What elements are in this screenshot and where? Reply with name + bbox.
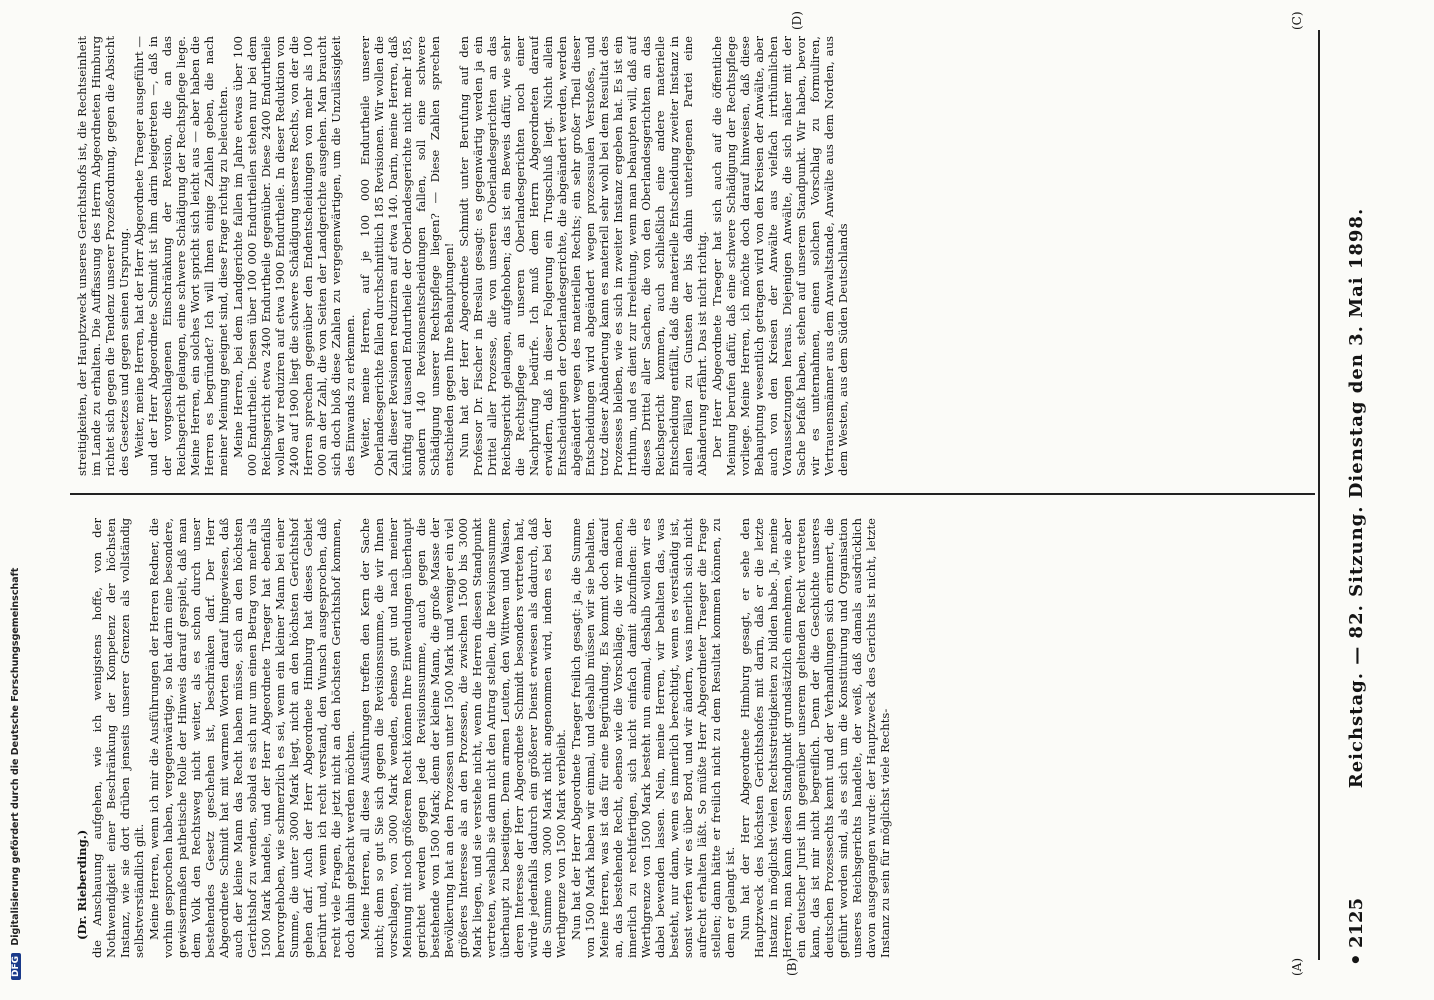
- paragraph: Weiter, meine Herren, hat der Herr Abgeordnete Traeger ausgeführt — und der Herr Abgeordnete Schmidt ist ihm darin beigetreten —, daß in der vorgeschlagenen Einschränkung der Revision, die an das Reichsgericht gelangen, eine schwere Schädigung der Rechtspflege liege. Meine Herren, ein solches Wort spricht sich leicht aus — aber haben die Herren es begründet? Ich will Ihnen einige Zahlen geben, die nach meiner Meinung geeignet sind, diese Frage richtig zu beleuchten.: [132, 36, 230, 476]
- paragraph: Nun hat der Herr Abgeordnete Schmidt unter Berufung auf den Professor Dr. Fischer in Breslau gesagt: es gegenwärtig werden ja ein Drittel aller Prozesse, die von unseren Oberlandesgerichten an das Reichsgericht gelangen, aufgehoben; das ist ein Beweis dafür, wie sehr die Rechtspflege an unseren Oberlandesgerichten noch einer Nachprüfung bedürfe. Ich muß dem Herrn Abgeordneten darauf erwidern, daß in dieser Folgerung ein Trugschluß liegt. Nicht allein Entscheidungen der Oberlandesgerichte, die abgeändert werden, werden abgeändert wegen des materiellen Rechts; ein sehr großer Theil dieser Entscheidungen wird abgeändert wegen prozessualen Verstoßes, und trotz dieser Abänderung kann es materiell sehr wohl bei dem Resultat des Prozesses bleiben, wie es sich in zweiter Instanz ergeben hat. Es ist ein Irrthum, und es dient zur Irreleitung, wenn man behaupten will, daß auf dieses Drittel aller Sachen, die von den Oberlandesgerichten an das Reichsgericht kommen, auch schließlich eine andere materielle Entscheidung entfällt, daß die materielle Entscheidung zweiter Instanz in allen Fällen zu Gunsten der bis dahin unterlegenen Partei eine Abänderung erfährt. Das ist nicht richtig.: [457, 36, 709, 476]
- header-dot: •: [1344, 953, 1368, 966]
- paragraph: Nun hat der Herr Abgeordnete Himburg gesagt, er sehe den Hauptzweck des höchsten Gerichtshofes mit darin, daß er die letzte Instanz in möglichst vielen Rechtsstreitigkeiten zu bilden habe. Ja, meine Herren, man kann diesen Standpunkt grundsätzlich einnehmen, wie aber ein deutscher Jurist ihn gegenüber unserem geltenden Recht vertreten kann, das ist mir nicht begreiflich. Denn der die Geschichte unseres deutschen Prozessechts kennt und der Verhandlungen sich erinnert, die geführt worden sind, als es sich um die Konstituirung und Organisation unseres Reichsgerichts handelte, der weiß, daß damals ausdrücklich davon ausgegangen wurde: der Hauptzweck des Gerichts ist nicht, letzte Instanz zu sein für möglichst viele Rechts-: [738, 518, 892, 958]
- left-column: [75, 518, 1315, 958]
- right-column: [75, 36, 1315, 476]
- paragraph: streitigkeiten, der Hauptzweck unseres Gerichtshofs ist, die Rechtseinheit im Lande zu erhalten. Die Auffassung des Herrn Abgeordneten Himburg richtet sich gegen die Tendenz unserer Prozeßordnung, gegen die Absicht des Gesetzes und gegen seinen Ursprung.: [75, 36, 131, 476]
- paragraph: Meine Herren, bei dem Landgerichte fallen im Jahre etwas über 100 000 Endurtheile. Diesen über 100 000 Endurtheilen stehen nur bei dem Reichsgericht etwa 2400 Endurtheile gegenüber. Diese 2400 Endurtheile wollen wir reduziren auf etwa 1900 Endurtheile. In dieser Reduktion von 2400 auf 1900 liegt die schwere Schädigung unseres Rechts, von der die Herren sprechen gegenüber den Endentscheidungen von mehr als 100 000 an der Zahl, die von Seiten der Landgerichte ausgehen. Man braucht sich doch bloß diese Zahlen zu vergegenwärtigen, um die Unzulässigkeit des Einwands zu erkennen.: [231, 36, 357, 476]
- speaker-label: (Dr. Rieberding.): [75, 829, 89, 940]
- paragraph: Meine Herren, wenn ich mir die Ausführungen der Herren Redner, die vorhin gesprochen haben, vergegenwärtige, so hat darin eine besondere, gewissermaßen pathetische Rolle der Hinweis darauf gespielt, daß man dem Volk den Rechtsweg nicht weiter, als es schon durch unser bestehendes Gesetz geschehen ist, beschränken darf. Der Herr Abgeordnete Schmidt hat mit warmen Worten darauf hingewiesen, daß auch der kleine Mann das Recht haben müsse, sich an den höchsten Gerichtshof zu wenden, sobald es sich nur um einen Betrag von mehr als 1500 Mark handele, und der Herr Abgeordnete Traeger hat ebenfalls hervorgehoben, wie schmerzlich es sei, wenn ein kleiner Mann bei einer Summe, die unter 3000 Mark liegt, nicht an den höchsten Gerichtshof gehen darf. Auch der Herr Abgeordnete Himburg hat dieses Gebiet berührt und, wenn ich recht verstand, den Wunsch ausgesprochen, daß recht viele Fragen, die jetzt nicht an den höchsten Gerichtshof kommen, doch dahin gebracht werden möchten.: [147, 518, 357, 958]
- paragraph: Weiter, meine Herren, auf je 100 000 Endurtheile unserer Oberlandesgerichte fallen durchschnittlich 185 Revisionen. Wir wollen die Zahl dieser Revisionen reduziren auf etwa 140. Darin, meine Herren, daß künftig auf tausend Endurtheile der Oberlandesgerichte nicht mehr 185, sondern 140 Revisionsentscheidungen fallen, soll eine schwere Schädigung unserer Rechtspflege liegen? — Diese Zahlen sprechen entschieden gegen Ihre Behauptungen!: [358, 36, 456, 476]
- paragraph: die Anschauung aufgehen, wie ich wenigstens hoffe, von der Nothwendigkeit einer Beschränkung der Kompetenz der höchsten Instanz, wie sie dort drüben jenseits unserer Grenzen als vollständig selbstverständlich gilt.: [90, 518, 146, 958]
- dfg-logo: DFG: [11, 953, 21, 980]
- paragraph: Der Herr Abgeordnete Traeger hat sich auch auf die öffentliche Meinung berufen dafür, daß eine schwere Schädigung der Rechtspflege vorliege. Meine Herren, ich möchte doch darauf hinweisen, daß diese Behauptung wesentlich getragen wird von den Kreisen der Anwälte, aber auch von den Kreisen der Anwälte aus vielfach irrthümlichen Voraussetzungen heraus. Diejenigen Anwälte, die sich näher mit der Sache befaßt haben, stehen auf unserem Standpunkt. Wir haben, bevor wir es unternahmen, einen solchen Vorschlag zu formuliren, Vertrauensmänner aus dem Anwaltstande, Anwälte aus dem Norden, aus dem Westen, aus dem Süden Deutschlands: [710, 36, 850, 476]
- header-title: Reichstag. — 82. Sitzung. Dienstag den 3. Mai 1898.: [1346, 207, 1367, 789]
- paragraph: Nun hat der Herr Abgeordnete Traeger freilich gesagt: ja, die Summe von 1500 Mark haben wir einmal, und deshalb müssen wir sie behalten. Meine Herren, was ist das für eine Begründung. Es kommt doch darauf an, das bestehende Recht, ebenso wie die Vorschläge, die wir machen, innerlich zu rechtfertigen, sich nicht einfach damit abzufinden: die Werthgrenze von 1500 Mark besteht nun einmal, deshalb wollen wir es dabei bewenden lassen. Nein, meine Herren, wir behalten das, was besteht, nur dann, wenn es innerlich berechtigt, wenn es verständig ist, sonst werfen wir es über Bord, und wir ändern, was innerlich sich nicht aufrecht erhalten läßt. So müßte Herr Abgeordneter Traeger die Frage stellen; dann hätte er freilich nicht zu dem Resultat kommen können, zu dem er gelangt ist.: [569, 518, 737, 958]
- paragraph: Meine Herren, all diese Ausführungen treffen den Kern der Sache nicht; denn so gut Sie sich gegen die Revisionssumme, die wir Ihnen vorschlagen, von 3000 Mark wenden, ebenso gut und nach meiner Meinung mit noch größerem Recht können Ihre Einwendungen überhaupt gerichtet werden gegen jede Revisionssumme, auch gegen die bestehende von 1500 Mark; denn der kleine Mann, die große Masse der Bevölkerung hat an den Prozessen unter 1500 Mark und weniger ein viel größeres Interesse als an den Prozessen, die zwischen 1500 bis 3000 Mark liegen, und sie verstehe nicht, wenn die Herren diesen Standpunkt vertreten, weshalb sie dann nicht den Antrag stellen, die Revisionssumme überhaupt zu beseitigen. Denn armen Leuten, den Wittwen und Waisen, deren Interesse der Herr Abgeordnete Schmidt besonders vertreten hat, würde jedenfalls dadurch ein größerer Dienst erwiesen als dadurch, daß die Summe von 3000 Mark nicht angenommen wird, indem es bei der Werthgrenze von 1500 Mark verbleibt.: [358, 518, 568, 958]
- header-rule: [1318, 30, 1320, 960]
- margin-marker-c: (C): [1290, 11, 1304, 30]
- column-divider: [70, 493, 1315, 495]
- margin-marker-b: (B): [785, 957, 799, 976]
- digitization-note: [10, 80, 21, 980]
- digitization-text: Digitalisierung gefördert durch die Deutsche Forschungsgemeinschaft: [10, 567, 21, 946]
- page-header: [1336, 48, 1376, 966]
- margin-marker-a: (A): [1290, 957, 1304, 976]
- margin-marker-d: (D): [790, 11, 804, 30]
- page-number: 2125: [1346, 897, 1367, 948]
